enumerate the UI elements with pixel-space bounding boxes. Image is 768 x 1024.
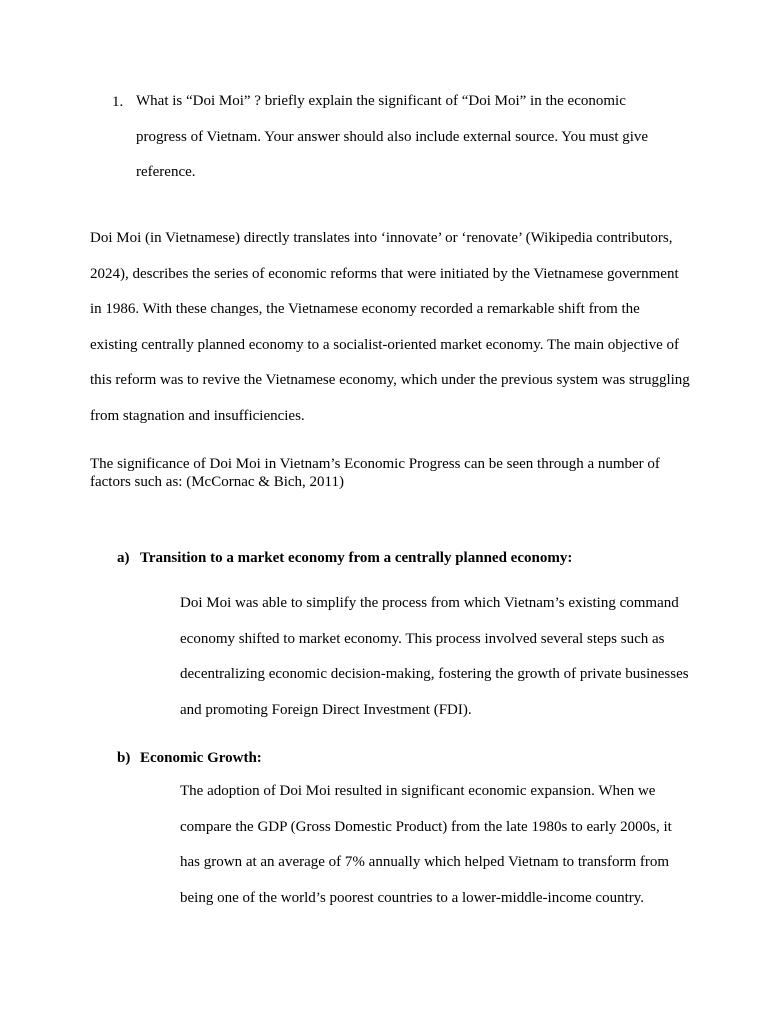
question-number: 1. xyxy=(112,94,124,110)
section-a-title: Transition to a market economy from a centrally planned economy: xyxy=(140,550,573,566)
significance-paragraph: The significance of Doi Moi in Vietnam’s Economic Progress can be seen through a number of factors such as: (McCornac & Bich, 2011) xyxy=(90,456,660,490)
section-b-letter: b) xyxy=(117,750,131,766)
section-b-body: The adoption of Doi Moi resulted in significant economic expansion. When we compare the GDP (Gross Domestic Product) from the late 1980s to early 2000s, it has grown at an average of 7% annually which helped Vietnam to transform from being one of the world’s poorest countries to a lower-middle-income country. xyxy=(180,783,672,906)
section-a-heading xyxy=(117,549,572,567)
question-text: What is “Doi Moi” ? briefly explain the significant of “Doi Moi” in the economic progress of Vietnam. Your answer should also include external source. You must give reference. xyxy=(136,93,649,180)
section-a-letter: a) xyxy=(117,550,130,566)
section-b-title: Economic Growth: xyxy=(140,750,262,766)
intro-paragraph: Doi Moi (in Vietnamese) directly translates into ‘innovate’ or ‘renovate’ (Wikipedia contributors, 2024), describes the series of economic reforms that were initiated by the Vietnamese government in 1986. With these changes, the Vietnamese economy recorded a remarkable shift from the existing centrally planned economy to a socialist-oriented market economy. The main objective of this reform was to revive the Vietnamese economy, which under the previous system was struggling from stagnation and insufficiencies. xyxy=(90,230,690,424)
section-a-body: Doi Moi was able to simplify the process from which Vietnam’s existing command economy shifted to market economy. This process involved several steps such as decentralizing economic decision-making, fostering the growth of private businesses and promoting Foreign Direct Investment (FDI). xyxy=(180,595,689,718)
section-b-heading xyxy=(117,749,262,767)
question-item xyxy=(112,84,672,191)
